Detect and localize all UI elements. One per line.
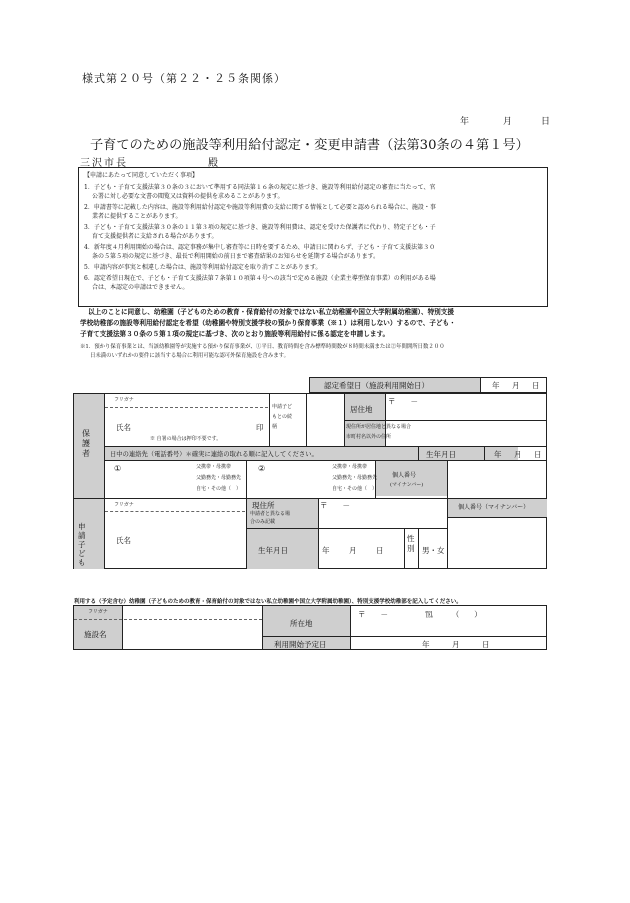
consent-line: 3．子ども・子育て支援法第３０条の１１第３項の規定に基づき、施設等利用費は、認定を受けた保護者に代わり、特定子ども・子	[84, 224, 436, 231]
consent-line: 公署に対し必要な文書の閲覧又は資料の提供を求めることがあります。	[92, 193, 284, 200]
consent-heading: 【申請にあたって同意していただく事項】	[84, 172, 199, 179]
consent-box	[78, 167, 548, 307]
guardian-birth-day: 日	[534, 450, 542, 459]
child-birth-day: 日	[376, 546, 384, 555]
desired-month: 月	[512, 381, 520, 390]
form-number: 様式第２０号（第２２・２５条関係）	[82, 72, 286, 85]
seal-note: ※ 自署の場合は押印不要です。	[150, 436, 222, 442]
contact2-type-2: 父勤務先・母勤務先	[332, 475, 378, 481]
desired-day: 日	[532, 381, 540, 390]
child-furigana-label: フリガナ	[114, 502, 134, 508]
consent-line: 合は、本認定の申請はできません。	[92, 284, 189, 291]
facility-postal: 〒 － ℡ （ ）	[358, 610, 482, 619]
consent-line: 業者に提供することがあります。	[92, 213, 182, 220]
contact2-type-1: 父携帯・母携帯	[332, 464, 368, 470]
date-year-label: 年	[460, 117, 470, 127]
alt-address-note-1: 現住所が居住地と異なる場合	[346, 424, 412, 430]
contact1-type-3: 自宅・その他（ ）	[196, 486, 242, 492]
consent-line: 1．子ども・子育て支援法第３０条の３において準用する同法第１６条の規定に基づき、施設等利用給付認定の審査に当たって、官	[84, 184, 436, 191]
guardian-name-input[interactable]	[144, 410, 254, 434]
address-input[interactable]	[388, 406, 543, 418]
facility-name-label: 施設名	[84, 630, 107, 639]
child-address-note-1: 申請者と異なる場	[250, 511, 291, 517]
contact1-input[interactable]	[126, 464, 192, 492]
relation-input[interactable]	[307, 396, 342, 444]
child-name-label: 氏名	[116, 536, 131, 545]
alt-address-note-2: 市町村名以外の住所	[346, 434, 392, 440]
note-line: ※1．預かり保育事業とは、当該幼稚園等が実施する預かり保育事業が、①平日、教育時間を含み標準時間数が８時間未満または②年間開所日数２００	[80, 344, 445, 350]
child-furigana-input[interactable]	[144, 500, 244, 510]
relation-label-3: 柄	[272, 424, 278, 430]
facility-address-input[interactable]	[354, 619, 544, 634]
relation-label-2: もとの続	[272, 414, 293, 420]
facility-name-input[interactable]	[126, 622, 258, 647]
address-label: 居住地	[350, 405, 373, 414]
child-address-note-2: 合のみ記載	[250, 519, 276, 525]
contact2-input[interactable]	[270, 464, 330, 492]
addressee-mayor: 三沢市長	[80, 158, 128, 169]
guardian-label: 保護者	[82, 429, 90, 458]
facility-start-label: 利用開始予定日	[274, 640, 327, 649]
child-name-input[interactable]	[144, 514, 244, 566]
agreement-line: 子育て支援法第３０条の５第１項の規定に基づき、次のとおり施設等利用給付に係る認定を申請します。	[80, 330, 390, 338]
alt-address-input[interactable]	[388, 422, 543, 444]
main-table	[73, 393, 547, 569]
child-current-address-label: 現住所	[252, 501, 275, 510]
mynumber-sublabel: (マイナンバー)	[390, 482, 424, 488]
agreement-text	[80, 307, 456, 340]
guardian-birth-label: 生年月日	[426, 450, 456, 459]
child-birth-month: 月	[349, 546, 357, 555]
consent-line: 5．申請内容が事実と相違した場合は、施設等利用給付認定を取り消すことがあります。	[84, 264, 322, 271]
sex-label: 性別	[407, 534, 415, 553]
personal-number-label: 個人番号	[392, 472, 417, 479]
consent-line: 2．申請書等に記載した内容は、施設等利用給付認定や施設等利用費の支給に関する情報として必要と認められる場合に、施設・事	[84, 204, 436, 211]
contact2-type-3: 自宅・その他（ ）	[332, 486, 378, 492]
child-personal-number-input[interactable]	[450, 520, 545, 566]
date-month-label: 月	[503, 117, 513, 127]
facility-header: 利用する（予定含む）幼稚園（子どものための教育・保育給付の対象ではない私立幼稚園や国立大学附属幼稚園）、特別支援学校幼稚部を記入してください。	[74, 599, 462, 605]
child-label: 申請子ども	[78, 522, 86, 567]
desired-year: 年	[492, 381, 500, 390]
child-birth-year: 年	[322, 546, 330, 555]
facility-start-date[interactable]: 年 月 日	[422, 640, 490, 649]
guardian-furigana-input[interactable]	[144, 396, 264, 406]
guardian-name-label: 氏名	[116, 423, 131, 432]
addressee-honorific: 殿	[208, 158, 218, 169]
contact2-number: ②	[258, 464, 266, 473]
seal-mark: 印	[256, 423, 264, 432]
child-birth-label: 生年月日	[258, 546, 288, 555]
date-day-label: 日	[541, 117, 551, 127]
facility-location-label: 所在地	[290, 619, 313, 628]
note-line: 日未満のいずれかの要件に該当する場合に利用可能な認可外保育施設を含みます。	[90, 353, 290, 359]
address-postal-mark: 〒 －	[388, 397, 418, 406]
sex-value[interactable]: 男・女	[422, 546, 445, 555]
agreement-line: 以上のことに同意し、幼稚園（子どものための教育・保育給付の対象ではない私立幼稚園や国立大学附属幼稚園）、特別支援	[88, 308, 454, 316]
child-mynumber-label: 個人番号（マイナンバー）	[458, 504, 530, 511]
child-postal-mark: 〒 －	[320, 501, 350, 510]
guardian-birth-month: 月	[514, 450, 522, 459]
note-text	[80, 343, 445, 361]
guardian-personal-number-input[interactable]	[450, 462, 545, 496]
consent-line: 育て支援提供者に支給される場合があります。	[92, 233, 218, 240]
guardian-furigana-label: フリガナ	[114, 397, 134, 403]
contact1-number: ①	[114, 464, 122, 473]
desired-date-label: 認定希望日（施設利用開始日）	[324, 381, 429, 390]
consent-line: 条の５第５項の規定に基づき、最長で利用開始の前日まで審査結果のお知らせを延期する場合があります。	[92, 253, 380, 260]
page-title: 子育てのための施設等利用給付認定・変更申請書（法第30条の４第１号）	[90, 138, 529, 153]
consent-line: 6．認定希望日現在で、子ども・子育て支援法第７条第１０項第４号への該当で定める施設（企業主導型保育事業）の利用がある場	[84, 275, 436, 282]
facility-table	[73, 605, 547, 650]
contact-label: 日中の連絡先（電話番号）＊確実に連絡の取れる順に記入してください。	[110, 451, 318, 458]
consent-line: 4．新年度４月利用開始の場合は、認定事務が集中し審査等に日時を要するため、申請日に関わらず、子ども・子育て支援法第３０	[84, 244, 436, 251]
relation-label-1: 申請子ど	[272, 404, 293, 410]
contact1-type-1: 父携帯・母携帯	[196, 464, 232, 470]
guardian-birth-year: 年	[494, 450, 502, 459]
facility-furigana-input[interactable]	[126, 607, 258, 617]
facility-furigana-label: フリガナ	[88, 609, 108, 615]
agreement-line: 学校幼稚部の施設等利用給付認定を希望（幼稚園や特別支援学校の預かり保育事業（※１）は利用しない）するので、子ども・	[80, 319, 456, 327]
child-address-input[interactable]	[320, 510, 444, 526]
contact1-type-2: 父勤務先・母勤務先	[196, 475, 242, 481]
consent-items	[84, 181, 544, 292]
